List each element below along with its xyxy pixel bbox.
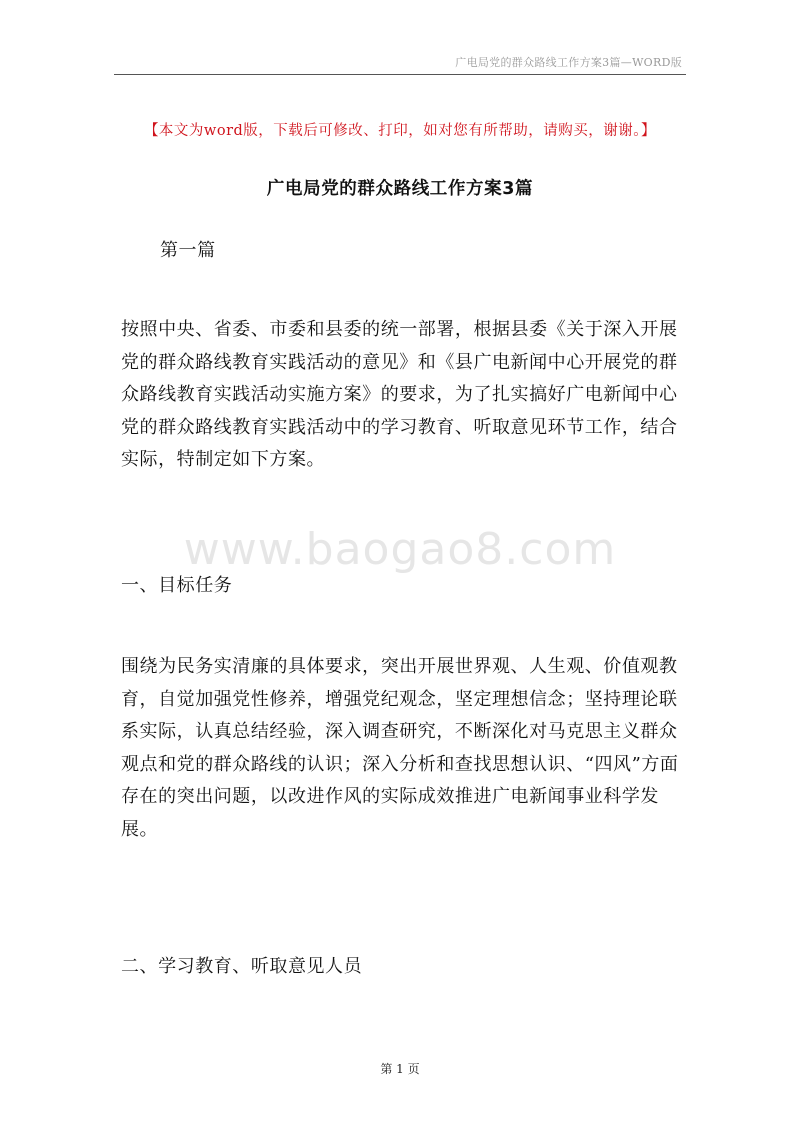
paragraph-line: 展。	[121, 818, 159, 840]
header-divider	[114, 74, 686, 75]
paragraph-line: 存在的突出问题，以改进作风的实际成效推进广电新闻事业科学发	[121, 786, 659, 807]
paragraph-line: 党的群众路线教育实践活动中的学习教育、听取意见环节工作，结合	[121, 416, 678, 438]
paragraph-line: 众路线教育实践活动实施方案》的要求，为了扎实搞好广电新闻中心	[121, 384, 678, 405]
intro-paragraph	[121, 314, 691, 477]
purchase-notice: 【本文为word版，下载后可修改、打印，如对您有所帮助，请购买，谢谢。】	[143, 123, 657, 139]
page-number: 第 1 页	[380, 1062, 420, 1076]
paragraph-line: 观点和党的群众路线的认识；深入分析和查找思想认识、“四风”方面	[121, 753, 679, 775]
paragraph-line: 围绕为民务实清廉的具体要求，突出开展世界观、人生观、价值观教	[121, 656, 678, 677]
watermark: www.baogao8.com	[183, 524, 617, 575]
heading-goals: 一、目标任务	[121, 575, 233, 596]
header-title: 广电局党的群众路线工作方案3篇—WORD版	[455, 56, 682, 69]
goals-paragraph	[121, 651, 691, 846]
section-label: 第一篇	[160, 240, 216, 261]
paragraph-line: 实际，特制定如下方案。	[121, 449, 326, 470]
paragraph-line: 按照中央、省委、市委和县委的统一部署，根据县委《关于深入开展	[121, 319, 678, 340]
paragraph-line: 系实际，认真总结经验，深入调查研究，不断深化对马克思主义群众	[121, 721, 678, 742]
paragraph-line: 党的群众路线教育实践活动的意见》和《县广电新闻中心开展党的群	[121, 351, 678, 373]
paragraph-line: 育，自觉加强党性修养，增强党纪观念，坚定理想信念；坚持理论联	[121, 688, 678, 710]
document-title: 广电局党的群众路线工作方案3篇	[266, 179, 534, 199]
heading-personnel: 二、学习教育、听取意见人员	[121, 956, 363, 977]
